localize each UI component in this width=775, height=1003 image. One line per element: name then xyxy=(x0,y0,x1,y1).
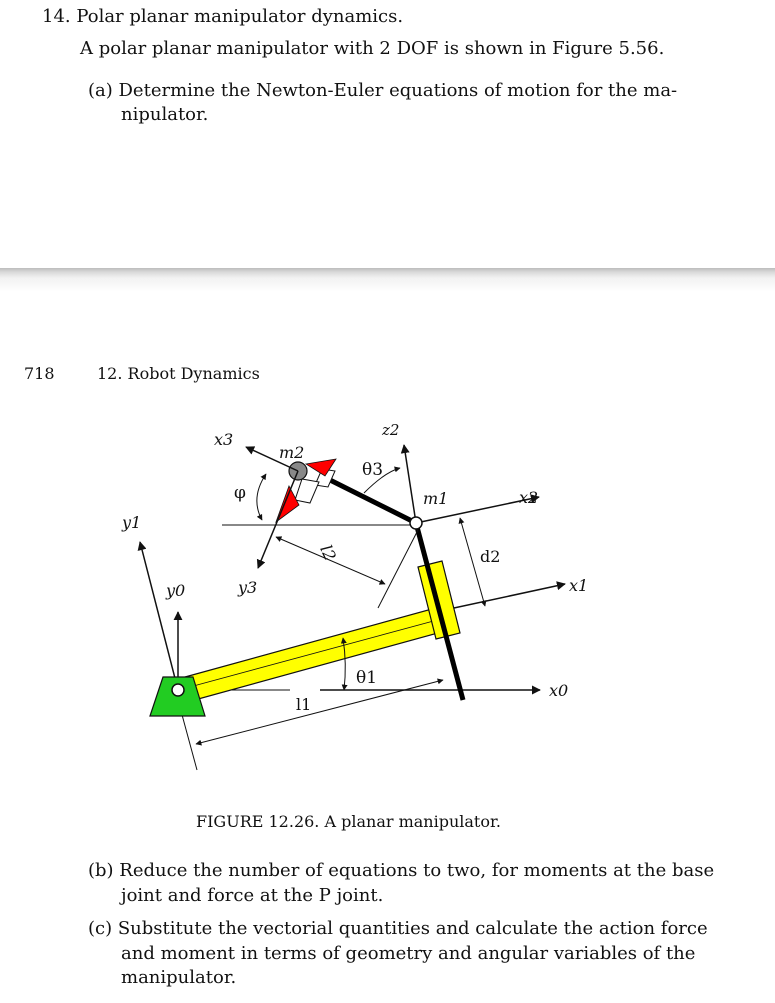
label-theta3: θ3 xyxy=(362,460,384,480)
figure-caption: FIGURE 12.26. A planar manipulator. xyxy=(196,812,501,831)
part-c-line2: and moment in terms of geometry and angular variables of the xyxy=(121,943,696,964)
link-3 xyxy=(326,478,416,523)
label-l1: l1 xyxy=(296,695,312,714)
base-joint xyxy=(172,684,184,696)
part-b-line1: (b) Reduce the number of equations to two, for moments at the base xyxy=(88,860,715,881)
label-m2: m2 xyxy=(279,443,305,462)
part-c-line3: manipulator. xyxy=(121,967,237,988)
part-a-line1: (a) Determine the Newton-Euler equations of motion for the ma- xyxy=(88,80,678,101)
label-theta1: θ1 xyxy=(356,668,378,688)
y1-axis xyxy=(140,542,178,690)
page-number: 718 xyxy=(24,364,55,383)
link-1-centerline xyxy=(186,616,452,688)
label-x2: x2 xyxy=(519,488,539,507)
phi-arc xyxy=(257,474,266,520)
label-z2: z2 xyxy=(382,421,400,439)
part-c-line1: (c) Substitute the vectorial quantities and calculate the action force xyxy=(88,918,708,939)
z2-axis xyxy=(404,445,416,523)
part-a-line2: nipulator. xyxy=(121,104,209,125)
label-d2: d2 xyxy=(480,547,501,566)
label-y3: y3 xyxy=(238,578,258,597)
joint-m1 xyxy=(410,517,422,529)
part-b-line2: joint and force at the P joint. xyxy=(121,885,384,906)
label-x0: x0 xyxy=(549,681,569,700)
label-y1: y1 xyxy=(122,513,142,532)
running-header: 12. Robot Dynamics xyxy=(97,364,260,383)
l2-extension xyxy=(378,530,418,608)
label-phi: φ xyxy=(234,483,246,503)
label-y0: y0 xyxy=(166,581,186,600)
label-l2: l2 xyxy=(316,541,340,564)
problem-heading: 14. Polar planar manipulator dynamics. xyxy=(42,6,404,27)
problem-intro: A polar planar manipulator with 2 DOF is shown in Figure 5.56. xyxy=(80,38,665,59)
x1-axis xyxy=(440,584,565,611)
gripper-body xyxy=(295,479,319,503)
label-x1: x1 xyxy=(569,576,589,595)
label-m1: m1 xyxy=(423,489,449,508)
label-x3: x3 xyxy=(214,430,234,449)
y3-axis xyxy=(258,471,298,568)
link-1 xyxy=(185,604,456,701)
